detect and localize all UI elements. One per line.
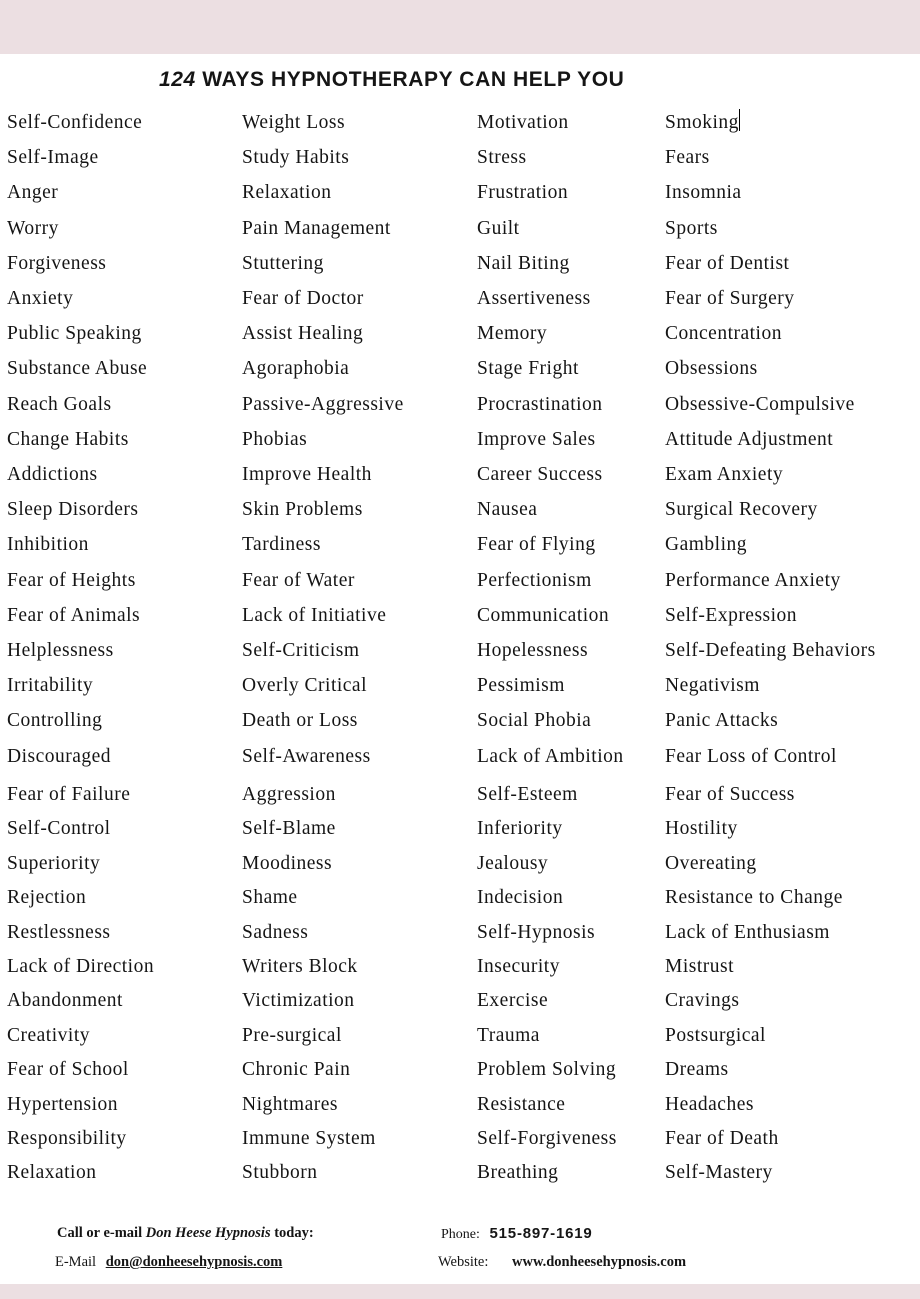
topic-item: Self-Defeating Behaviors [665,640,876,661]
topic-row [0,319,920,349]
business-name: Don Heese Hypnosis [145,1225,271,1241]
topic-item: Surgical Recovery [665,499,818,520]
topics-list [0,54,920,1204]
topic-item: Fear of Failure [7,784,131,805]
topic-item: Sleep Disorders [7,499,139,520]
call-line [57,1225,314,1242]
title-number: 124 [159,68,196,91]
topic-item: Pre-surgical [242,1025,342,1046]
topic-item: Inhibition [7,534,89,555]
phone-number: 515-897-1619 [489,1225,593,1242]
topic-item: Pain Management [242,218,391,239]
topic-item: Self-Mastery [665,1162,773,1183]
document-page [0,54,920,1284]
topic-row [0,178,920,208]
topic-item: Motivation [477,112,569,133]
topic-item: Concentration [665,323,782,344]
topic-item: Obsessive-Compulsive [665,394,855,415]
topic-item: Self-Expression [665,605,798,626]
topic-item: Self-Hypnosis [477,922,596,943]
topic-item: Phobias [242,429,308,450]
topic-item: Postsurgical [665,1025,766,1046]
topic-item: Fear of Death [665,1128,779,1149]
topic-item: Anger [7,182,59,203]
topic-item: Sadness [242,922,309,943]
topic-item: Fear of Surgery [665,288,795,309]
topic-item: Stress [477,147,527,168]
topic-item: Death or Loss [242,710,358,731]
topic-item: Self-Esteem [477,784,578,805]
topic-item: Pessimism [477,675,565,696]
topic-item: Lack of Enthusiasm [665,922,830,943]
topic-item: Self-Forgiveness [477,1128,617,1149]
website-label: Website: [438,1254,489,1270]
topic-item: Study Habits [242,147,350,168]
topic-item: Performance Anxiety [665,570,841,591]
topic-item: Insomnia [665,182,742,203]
topic-item: Breathing [477,1162,559,1183]
email-label: E-Mail [55,1254,97,1270]
topic-item: Sports [665,218,718,239]
topic-item: Self-Blame [242,818,336,839]
topic-item: Self-Criticism [242,640,360,661]
topic-item: Irritability [7,675,94,696]
topic-item: Fear of Heights [7,570,136,591]
topic-row [0,1158,920,1188]
topic-row [0,390,920,420]
topic-item: Lack of Initiative [242,605,387,626]
topic-item: Obsessions [665,358,758,379]
topic-row [0,986,920,1016]
topic-item: Exam Anxiety [665,464,784,485]
topic-item: Fears [665,147,710,168]
topic-item: Career Success [477,464,603,485]
topic-item: Addictions [7,464,98,485]
topic-row [0,742,920,772]
topic-item: Problem Solving [477,1059,617,1080]
topic-item: Insecurity [477,956,560,977]
topic-item: Communication [477,605,610,626]
topic-item: Abandonment [7,990,123,1011]
topic-item: Cravings [665,990,740,1011]
topic-item: Mistrust [665,956,735,977]
topic-item: Discouraged [7,746,112,767]
topic-row [0,108,920,138]
topic-item: Agoraphobia [242,358,350,379]
topic-item: Anxiety [7,288,74,309]
topic-row [0,460,920,490]
topic-row [0,214,920,244]
topic-row [0,425,920,455]
topic-item: Panic Attacks [665,710,779,731]
topic-item: Memory [477,323,548,344]
topic-item: Negativism [665,675,760,696]
topic-item: Responsibility [7,1128,127,1149]
topic-item: Gambling [665,534,747,555]
topic-item: Procrastination [477,394,603,415]
topic-item: Substance Abuse [7,358,148,379]
topic-item: Weight Loss [242,112,346,133]
topic-row [0,1124,920,1154]
topic-row [0,952,920,982]
topic-item: Writers Block [242,956,358,977]
topic-item: Helplessness [7,640,114,661]
topic-row [0,354,920,384]
topic-item: Fear of Animals [7,605,141,626]
topic-item: Exercise [477,990,549,1011]
topic-item: Forgiveness [7,253,107,274]
topic-row [0,706,920,736]
topic-item: Assist Healing [242,323,364,344]
topic-item: Hostility [665,818,738,839]
topic-item: Self-Image [7,147,99,168]
topic-item: Fear of School [7,1059,129,1080]
topic-item: Resistance [477,1094,566,1115]
topic-item: Immune System [242,1128,376,1149]
title-text: WAYS HYPNOTHERAPY CAN HELP YOU [202,68,625,91]
topic-item: Dreams [665,1059,729,1080]
phone-line [441,1225,593,1243]
topic-item: Self-Confidence [7,112,143,133]
topic-row [0,1090,920,1120]
topic-row [0,1021,920,1051]
topic-item: Skin Problems [242,499,363,520]
topic-item: Resistance to Change [665,887,843,908]
topic-item: Moodiness [242,853,333,874]
topic-row [0,495,920,525]
topic-item: Fear of Success [665,784,795,805]
topic-row [0,284,920,314]
topic-item: Nightmares [242,1094,338,1115]
topic-item: Jealousy [477,853,549,874]
topic-item: Worry [7,218,59,239]
topic-item: Public Speaking [7,323,142,344]
text-cursor [739,109,740,131]
topic-item: Aggression [242,784,336,805]
topic-item: Headaches [665,1094,754,1115]
topic-item: Social Phobia [477,710,592,731]
topic-row [0,249,920,279]
topic-item: Relaxation [7,1162,97,1183]
topic-item: Superiority [7,853,101,874]
topic-item: Self-Control [7,818,111,839]
topic-item: Nail Biting [477,253,570,274]
topic-item: Improve Health [242,464,372,485]
website-line [438,1254,686,1271]
website-link[interactable]: www.donheesehypnosis.com [512,1254,687,1270]
topic-item: Fear of Doctor [242,288,364,309]
topic-item: Indecision [477,887,564,908]
topic-item: Chronic Pain [242,1059,351,1080]
topic-item: Creativity [7,1025,90,1046]
topic-row [0,918,920,948]
call-suffix: today: [274,1225,314,1241]
topic-item: Controlling [7,710,103,731]
topic-item: Victimization [242,990,355,1011]
topic-item: Restlessness [7,922,111,943]
topic-row [0,883,920,913]
topic-item: Improve Sales [477,429,596,450]
topic-item: Hopelessness [477,640,589,661]
topic-item: Lack of Ambition [477,746,624,767]
topic-item: Overly Critical [242,675,368,696]
topic-item: Perfectionism [477,570,592,591]
topic-item: Fear of Flying [477,534,596,555]
topic-item: Inferiority [477,818,563,839]
topic-item: Fear Loss of Control [665,746,837,767]
topic-item: Frustration [477,182,569,203]
topic-item: Assertiveness [477,288,591,309]
topic-row [0,530,920,560]
topic-row [0,814,920,844]
topic-item: Nausea [477,499,538,520]
email-link[interactable]: don@donheesehypnosis.com [105,1254,283,1270]
topic-item: Overeating [665,853,757,874]
topic-row [0,636,920,666]
topic-item: Attitude Adjustment [665,429,834,450]
topic-item: Smoking [665,108,740,138]
topic-item: Tardiness [242,534,321,555]
topic-row [0,566,920,596]
topic-row [0,1055,920,1085]
topic-row [0,601,920,631]
topic-item: Trauma [477,1025,540,1046]
phone-label: Phone: [441,1227,480,1242]
topic-item: Lack of Direction [7,956,155,977]
topic-item: Relaxation [242,182,332,203]
topic-item: Rejection [7,887,87,908]
topic-item: Stuttering [242,253,324,274]
topic-item: Self-Awareness [242,746,371,767]
topic-item: Stage Fright [477,358,579,379]
topic-item: Reach Goals [7,394,112,415]
topic-item: Passive-Aggressive [242,394,404,415]
topic-row [0,849,920,879]
topic-item: Guilt [477,218,520,239]
topic-item: Change Habits [7,429,129,450]
call-prefix: Call or e-mail [57,1225,143,1241]
topic-item: Stubborn [242,1162,318,1183]
topic-row [0,143,920,173]
email-line [55,1254,282,1271]
topic-item: Fear of Dentist [665,253,790,274]
topic-row [0,671,920,701]
topic-item: Shame [242,887,298,908]
topic-item: Hypertension [7,1094,119,1115]
topic-row [0,780,920,810]
topic-item: Fear of Water [242,570,355,591]
